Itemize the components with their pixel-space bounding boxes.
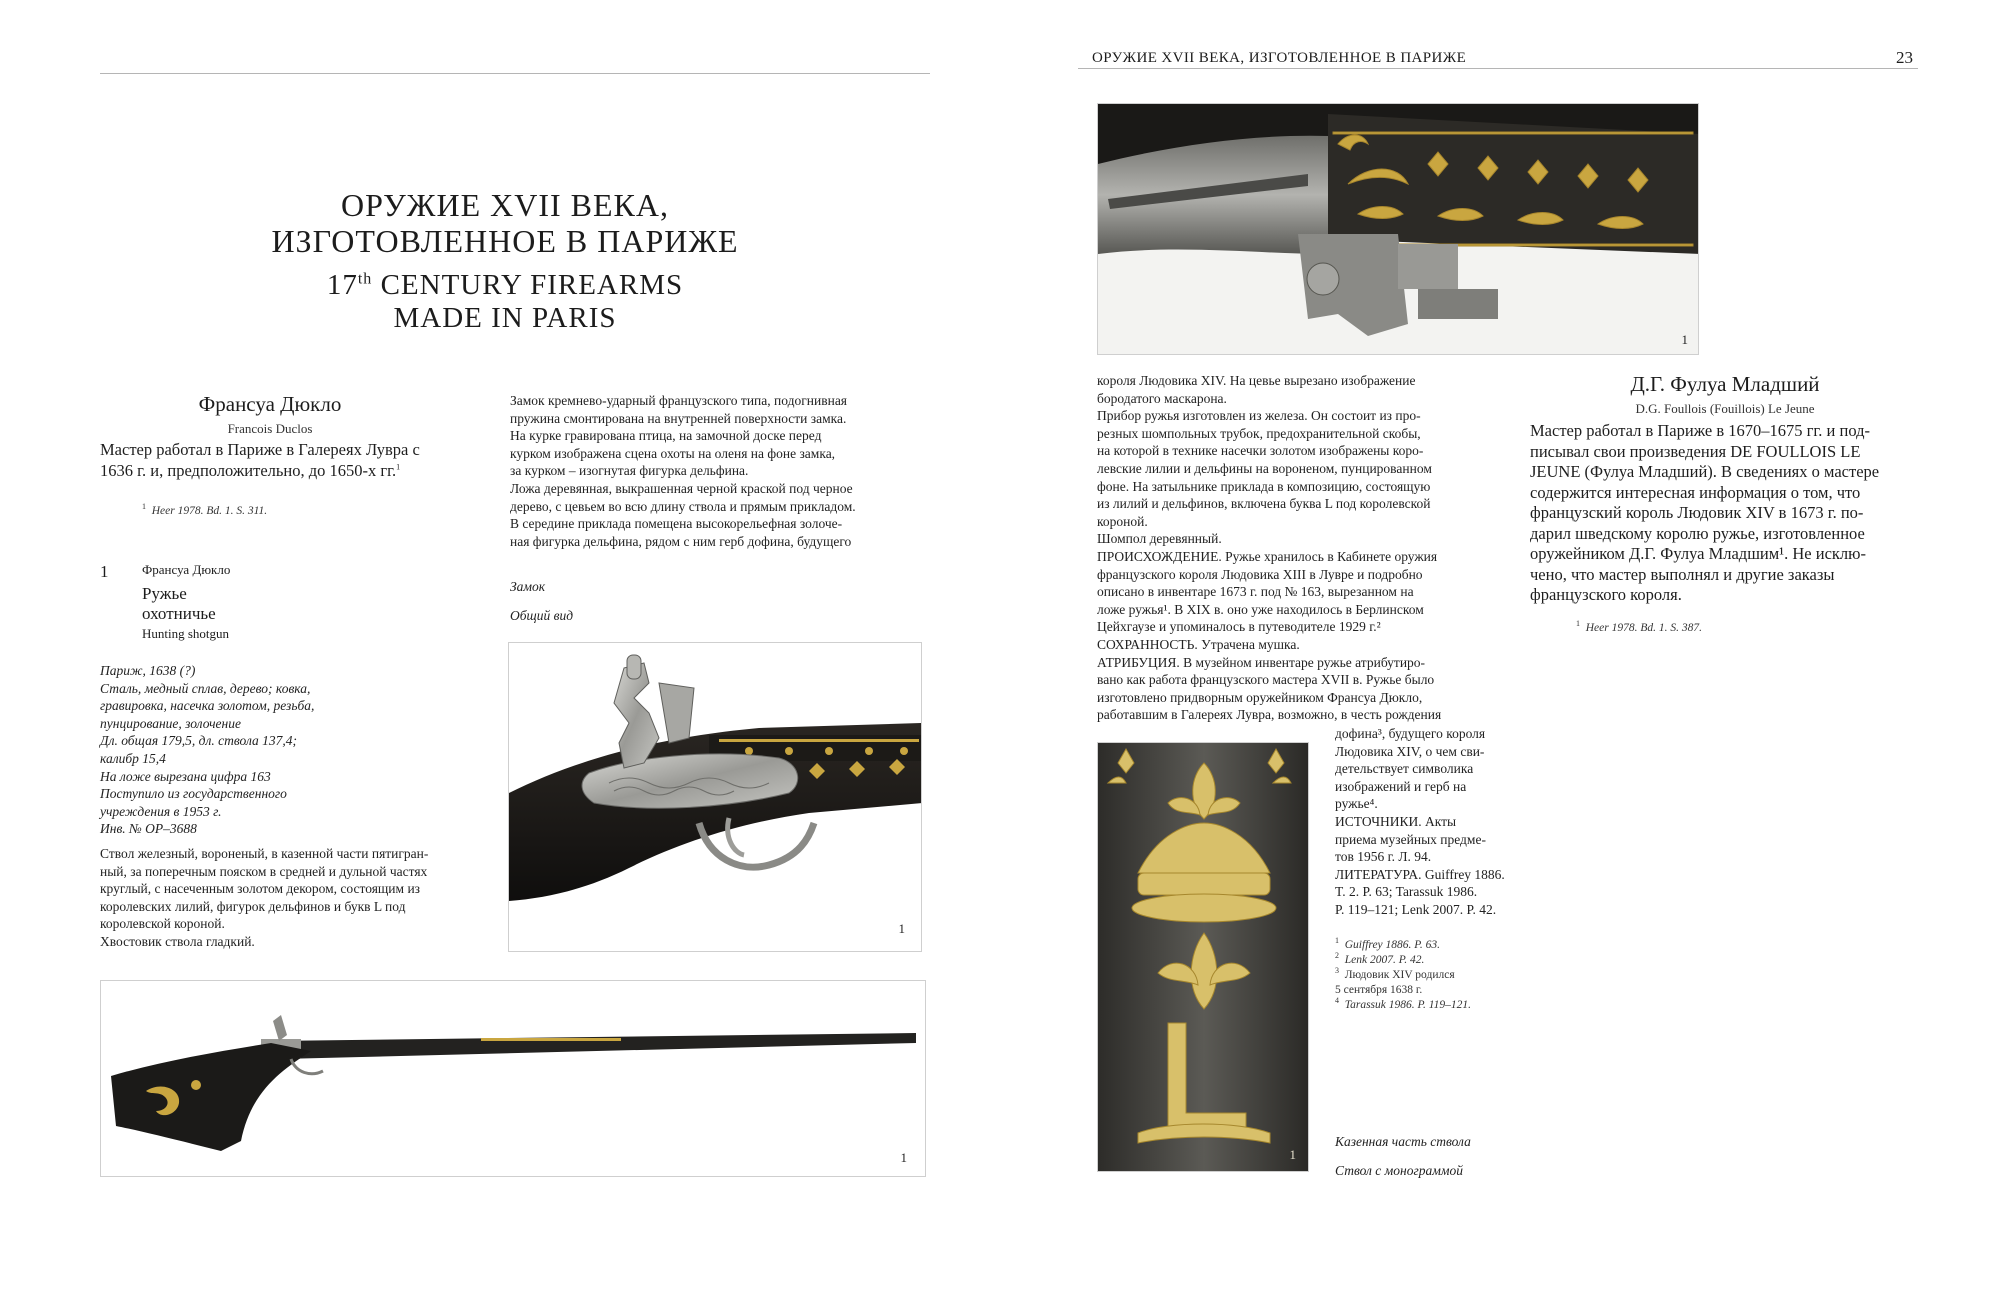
text-line: французский король Людовик XIV в 1673 г. по- (1530, 503, 1864, 522)
master1-bio: Мастер работал в Париже в Галереях Лувра с 1636 г. и, предположительно, до 1650-х гг.$^1$ (100, 440, 420, 480)
item1-description (100, 845, 480, 951)
master2-name-en: D.G. Foullois (Fouillois) Le Jeune (1635, 401, 1815, 416)
text-line: французского короля Людовика XIII в Лувре и подробно (1097, 566, 1423, 582)
lock-photo-image (509, 643, 922, 952)
title-ru-line1: ОРУЖИЕ XVII ВЕКА, (341, 187, 669, 223)
gun-photo (100, 980, 926, 1177)
text-line: ружье⁴. (1335, 796, 1378, 812)
left-header-rule (100, 73, 930, 74)
figure-number: 1 (1681, 332, 1688, 347)
desc-line: ный, за поперечным пояском в средней и дульной частях (100, 863, 428, 879)
text-line: дерево, с цевьем во всю длину ствола и прямым прикладом. (510, 498, 856, 514)
text-line: Замок кремнево-ударный французского типа, подогнивная (510, 393, 848, 408)
text-line: P. 119–121; Lenk 2007. P. 42. (1335, 901, 1497, 917)
caption-monogram: Ствол с монограммой (1335, 1163, 1463, 1178)
gun-photo-image (101, 981, 926, 1177)
text-line: на которой в технике насечки золотом изображены коро- (1097, 443, 1424, 459)
text-line: ЛИТЕРАТУРА. Guiffrey 1886. (1335, 866, 1505, 882)
item1-master: Франсуа Дюкло (142, 562, 231, 577)
text-line: ная фигурка дельфина, рядом с ним герб дофина, будущего (510, 533, 852, 549)
text-line: детельствует символика (1335, 761, 1474, 777)
section-title (240, 187, 770, 335)
master2-footnote: $^1$ Heer 1978. Bd. 1. S. 387. (1576, 619, 1703, 634)
text-line: левские лилии и дельфины на вороненом, пунцированном (1097, 460, 1432, 476)
text-line: приема музейных предме- (1335, 831, 1486, 847)
desc-line: королевской короной. (100, 916, 225, 932)
text-line: дарил шведскому королю ружье, изготовленное (1530, 523, 1865, 543)
item1-specs (100, 662, 400, 838)
monogram-photo (1097, 742, 1309, 1172)
text-line: Цейхгаузе и упоминалось в путеводителе 1929 г.² (1097, 619, 1381, 635)
text-line: JEUNE (Фулуа Младший). В сведениях о мастере (1530, 462, 1880, 481)
text-line: изготовлено придворным оружейником Франсуа Дюкло, (1097, 689, 1423, 705)
master2-name-ru: Д.Г. Фулуа Младший (1630, 372, 1820, 396)
text-line: короной. (1097, 513, 1148, 529)
barrel-photo (1097, 103, 1699, 355)
page-number: 23 (1896, 48, 1913, 67)
text-line: бородатого маскарона. (1097, 390, 1227, 406)
title-ru-line2: ИЗГОТОВЛЕННОЕ В ПАРИЖЕ (271, 223, 739, 259)
caption-breech: Казенная часть ствола (1335, 1134, 1471, 1149)
lock-photo (508, 642, 922, 952)
col3-narrow-text (1335, 725, 1515, 919)
text-line: из лилий и дельфинов, включена буква L под королевской (1097, 496, 1431, 512)
text-line: ложе ружья¹. В XIX в. оно уже находилось в Берлинском (1097, 601, 1424, 617)
desc-line: королевских лилий, фигурок дельфинов и букв L под (100, 898, 406, 914)
text-line: за курком – изогнутая фигурка дельфина. (510, 463, 749, 479)
text-line: Людовика XIV, о чем сви- (1335, 743, 1485, 759)
master1-footnote: $^1$ Heer 1978. Bd. 1. S. 311. (142, 502, 268, 517)
text-line: АТРИБУЦИЯ. В музейном инвентаре ружье атрибутиро- (1097, 654, 1426, 670)
text-line: В середине приклада помещена высокорельефная золоче- (510, 516, 843, 532)
desc-line: Ствол железный, вороненый, в казенной части пятигран- (100, 846, 429, 861)
text-line: изображений и герб на (1335, 778, 1467, 794)
master1-name-en: Francois Duclos (227, 421, 313, 436)
master2-block (1530, 372, 1920, 417)
text-line: чено, что мастер выполнял и другие заказы (1530, 564, 1835, 584)
text-line: Мастер работал в Париже в 1670–1675 гг. и под- (1530, 421, 1870, 440)
spec-line: Париж, 1638 (?) (100, 663, 196, 678)
col2-text (510, 392, 930, 550)
text-line: описано в инвентаре 1673 г. под № 163, вырезанном на (1097, 584, 1414, 600)
caption-general-view: Общий вид (510, 608, 574, 623)
footnote: $^2$ Lenk 2007. P. 42. (1335, 951, 1425, 966)
text-line: тов 1956 г. Л. 94. (1335, 849, 1432, 865)
text-line: содержится интересная информация о том, что (1530, 482, 1861, 502)
item1-title-line2: охотничье (142, 604, 216, 623)
figure-number: 1 (900, 1150, 907, 1165)
master2-bio (1530, 421, 1930, 606)
footnote: 5 сентября 1638 г. (1335, 984, 1423, 996)
barrel-photo-image (1098, 104, 1699, 355)
figure-number: 1 (1289, 1147, 1296, 1162)
col3-text (1097, 372, 1507, 724)
right-header-rule (1078, 68, 1918, 69)
spec-line: Дл. общая 179,5, дл. ствола 137,4; (100, 733, 297, 749)
footnote: $^4$ Tarassuk 1986. P. 119–121. (1335, 996, 1472, 1011)
spec-line: Инв. № ОР–3688 (100, 821, 197, 837)
text-line: курком изображена сцена охоты на оленя на фоне замка, (510, 445, 836, 461)
text-line: Прибор ружья изготовлен из железа. Он состоит из про- (1097, 408, 1421, 424)
spec-line: учреждения в 1953 г. (100, 803, 222, 819)
text-line: T. 2. P. 63; Tarassuk 1986. (1335, 884, 1478, 900)
item1-header (142, 562, 442, 642)
text-line: Ложа деревянная, выкрашенная черной краской под черное (510, 480, 853, 496)
desc-line: Хвостовик ствола гладкий. (100, 933, 255, 949)
text-line: работавшим в Галереях Лувра, возможно, в честь рождения (1097, 707, 1442, 723)
monogram-photo-image (1098, 743, 1309, 1172)
text-line: писывал свои произведения DE FOULLOIS LE (1530, 441, 1861, 461)
figure-number: 1 (898, 921, 905, 936)
master1-block (100, 392, 440, 437)
spec-line: На ложе вырезана цифра 163 (100, 768, 271, 784)
spec-line: Поступило из государственного (100, 786, 287, 802)
item1-title-en: Hunting shotgun (142, 626, 230, 641)
title-en-line1: 17th CENTURY FIREARMS (326, 269, 684, 301)
spec-line: Сталь, медный сплав, дерево; ковка, (100, 680, 311, 696)
text-line: французского короля. (1530, 585, 1682, 604)
text-line: вано как работа французского мастера XVII в. Ружье было (1097, 672, 1435, 688)
text-line: На курке гравирована птица, на замочной доске перед (510, 428, 822, 444)
text-line: резных шомпольных трубок, предохранительной скобы, (1097, 425, 1421, 441)
item1-title-line1: Ружье (142, 584, 187, 603)
text-line: ПРОИСХОЖДЕНИЕ. Ружье хранилось в Кабинете оружия (1097, 548, 1438, 564)
item-number: 1 (100, 562, 109, 581)
text-line: фоне. На затыльнике приклада в композицию, состоящую (1097, 478, 1431, 494)
text-line: дофина³, будущего короля (1335, 726, 1486, 741)
text-line: ИСТОЧНИКИ. Акты (1335, 813, 1457, 829)
text-line: СОХРАННОСТЬ. Утрачена мушка. (1097, 636, 1300, 652)
caption-lock: Замок (510, 579, 546, 594)
col3-footnotes (1335, 938, 1515, 1013)
master1-name-ru: Франсуа Дюкло (198, 392, 342, 416)
title-en-line2: MADE IN PARIS (393, 302, 617, 334)
spec-line: пунцирование, золочение (100, 715, 241, 731)
text-line: пружина смонтирована на внутренней поверхности замка. (510, 410, 847, 426)
footnote: $^3$ Людовик XIV родился (1335, 966, 1455, 981)
text-line: оружейником Д.Г. Фулуа Младшим¹. Не исклю- (1530, 544, 1866, 563)
footnote: $^1$ Guiffrey 1886. P. 63. (1335, 936, 1440, 951)
running-head: ОРУЖИЕ XVII ВЕКА, ИЗГОТОВЛЕННОЕ В ПАРИЖЕ (1092, 50, 1467, 66)
spec-line: гравировка, насечка золотом, резьба, (100, 698, 315, 714)
text-line: короля Людовика XIV. На цевье вырезано изображение (1097, 373, 1416, 388)
spec-line: калибр 15,4 (100, 750, 166, 766)
text-line: Шомпол деревянный. (1097, 531, 1222, 547)
desc-line: круглый, с насеченным золотом декором, состоящим из (100, 881, 421, 897)
